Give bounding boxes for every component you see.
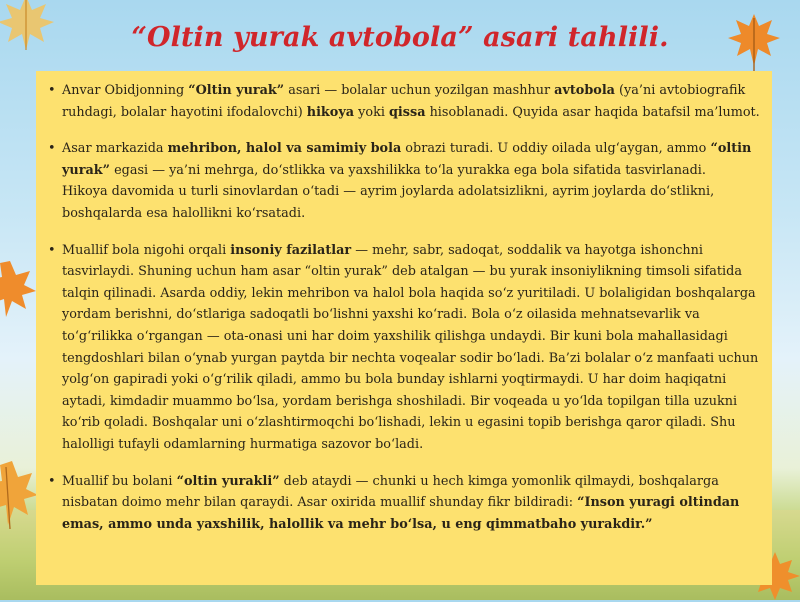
bullet-paragraph	[46, 138, 762, 224]
text-run: Anvar Obidjonning	[62, 83, 189, 98]
bold-phrase: hikoya	[306, 104, 355, 120]
text-run: Muallif bola nigohi orqali	[62, 242, 231, 258]
bold-phrase: “oltin yurakli”	[176, 473, 280, 489]
bullet-paragraph	[46, 80, 762, 123]
bullet-marker: •	[48, 242, 56, 258]
text-run: egasi — ya’ni mehrga, do‘stlikka va yaxshilikka to‘la yurakka ega bola sifatida tasvirlanadi.	[110, 162, 706, 178]
bullet-paragraph	[46, 240, 762, 456]
text-run: deb ataydi — chunki u hech kimga yomonlik qilmaydi, boshqalarga nisbatan doimo mehr bilan qaraydi. Asar oxirida muallif shunday fikr bildiradi:	[62, 473, 719, 511]
bold-phrase: “oltin yurak”	[62, 141, 752, 178]
analysis-text	[46, 80, 762, 550]
bullet-marker: •	[48, 141, 56, 157]
text-run: obrazi turadi. U oddiy oilada ulg‘aygan, ammo	[401, 141, 711, 157]
text-run: hisoblanadi. Quyida asar haqida batafsil ma’lumot.	[425, 104, 760, 120]
bold-phrase: avtobola	[554, 83, 615, 98]
bold-phrase: mehribon, halol va samimiy bola	[167, 141, 402, 157]
text-run: — mehr, sabr, sadoqat, soddalik va hayotga ishonchni tasvirlaydi. Shuning uchun ham asar “oltin yurak” deb atalgan — bu yurak insoniylikning timsoli sifatida talqin qilinadi. Asarda oddiy, lekin mehribon va halol bola haqida so‘z yuritiladi. U bolaligidan boshqalarga yordam berishni, do‘stlariga sadoqatli bo‘lishni yaxshi ko‘radi. Bola o‘z oilasida mehnatsevarlik va to‘g‘rilikka o‘rgangan — ota-onasi uni har doim yaxshilik qilishga undaydi. Bir kuni bola mahallasidagi tengdoshlari bilan o‘ynab yurgan paytda bir nechta voqealar sodir bo‘ladi. Ba’zi bolalar o‘z manfaati uchun yolg‘on gapiradi yoki o‘g‘rilik qiladi, ammo bu bola bunday ishlarni yoqtirmaydi. U har doim haqiqatni aytadi, kimdadir muammo bo‘lsa, yordam berishga shoshiladi. Bir voqeada u yo‘lda topilgan tilla uzukni ko‘rib qoladi. Boshqalar uni o‘zlashtirmoqchi bo‘lishadi, lekin u egasini topib berishga qaror qiladi. Shu halolligi tufayli odamlarning hurmatiga sazovor bo‘ladi.	[62, 242, 759, 452]
bold-phrase: “Oltin yurak”	[188, 83, 285, 98]
text-run: Asar markazida	[62, 141, 168, 157]
bold-phrase: insoniy fazilatlar	[230, 242, 352, 258]
text-run: Hikoya davomida u turli sinovlardan o‘tadi — ayrim joylarda adolatsizlikni, ayrim joylarda do‘stlikni, boshqalarda esa halollikni ko‘rsatadi.	[62, 184, 715, 221]
bullet-paragraph	[46, 471, 762, 536]
bold-phrase: qissa	[388, 104, 426, 120]
text-run: asari — bolalar uchun yozilgan mashhur	[284, 83, 555, 98]
text-run: Muallif bu bolani	[62, 473, 177, 489]
bullet-marker: •	[48, 83, 56, 98]
text-run: (ya’ni avtobiografik ruhdagi, bolalar hayotini ifodalovchi)	[62, 83, 746, 120]
text-run: yoki	[354, 104, 389, 120]
bullet-marker: •	[48, 473, 56, 489]
page-title: “Oltin yurak avtobola” asari tahlili.	[131, 22, 669, 53]
bold-phrase: “Inson yuragi oltindan emas, ammo unda yaxshilik, halollik va mehr bo‘lsa, u eng qimmatbaho yurakdir.”	[62, 495, 740, 532]
maple-leaf-icon	[0, 255, 40, 325]
